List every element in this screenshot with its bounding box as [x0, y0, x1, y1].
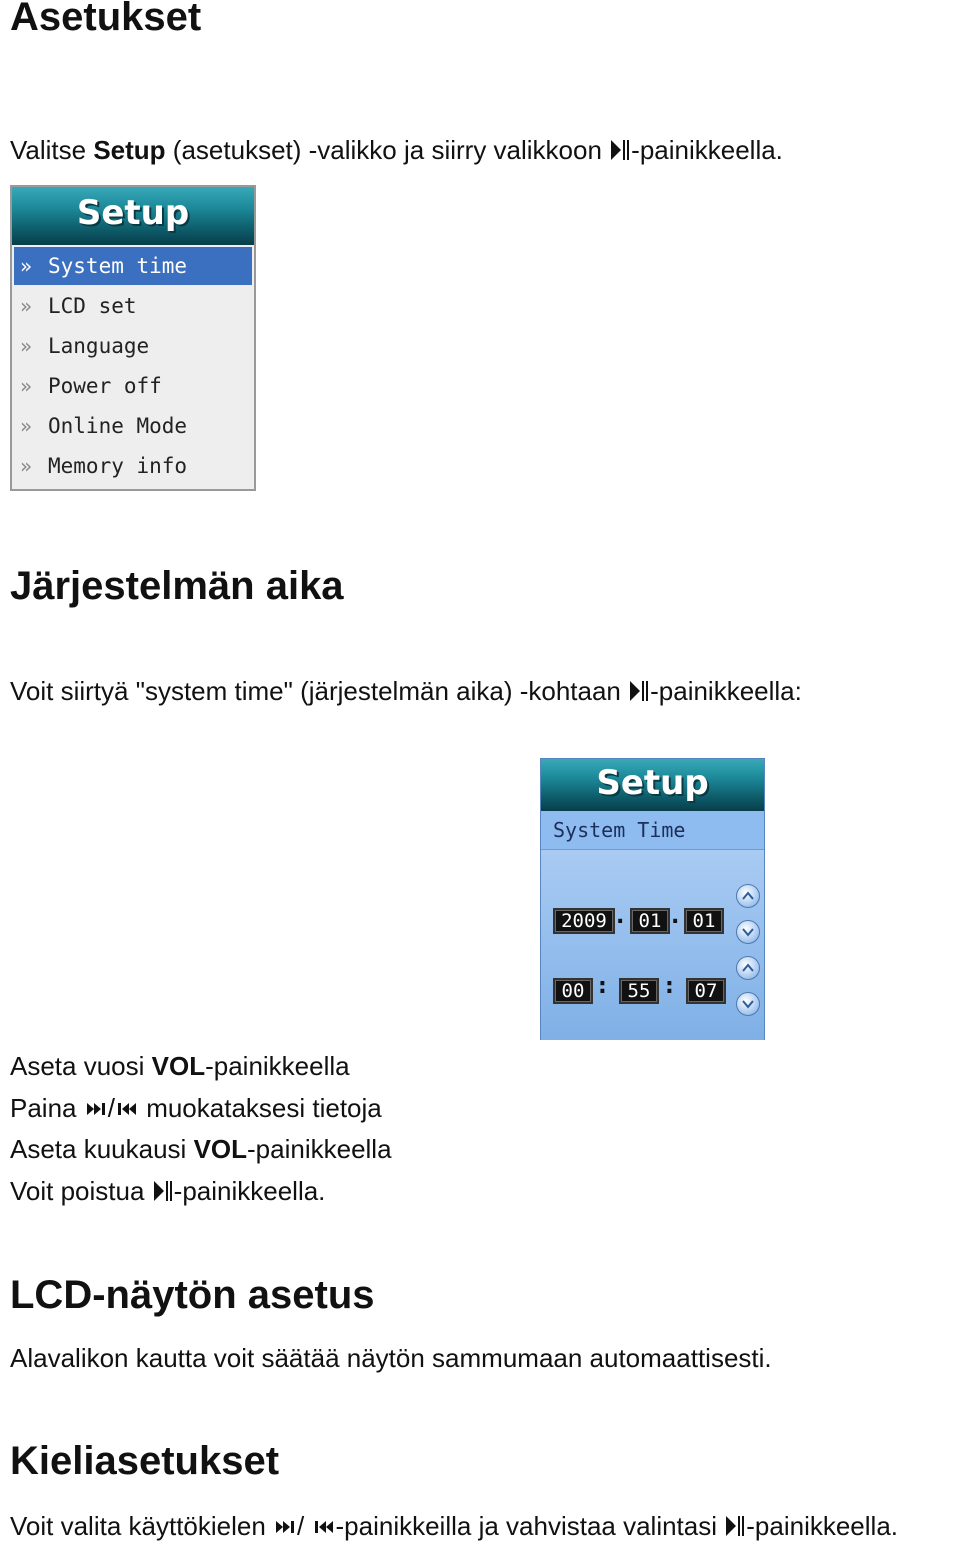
- setup-intro: Valitse Setup (asetukset) -valikko ja siirry valikkoon -painikkeella.: [10, 134, 783, 168]
- menu-item-online-mode[interactable]: » Online Mode: [20, 414, 188, 438]
- section-title-language: Kieliasetukset: [10, 1439, 280, 1483]
- chevron-icon: »: [20, 334, 33, 358]
- system-time-body: [541, 850, 764, 1040]
- date-separator: .: [616, 904, 625, 929]
- language-text: Voit valita käyttökielen / -painikkeilla ja vahvistaa valintasi -painikkeella.: [10, 1509, 898, 1544]
- time-separator: :: [665, 974, 674, 999]
- instruction-line-2: Paina / muokataksesi tietoja: [10, 1093, 382, 1123]
- play-pause-icon: [629, 677, 649, 709]
- next-track-icon: [86, 1091, 106, 1123]
- play-pause-icon: [153, 1177, 173, 1209]
- previous-track-icon: [314, 1509, 334, 1541]
- day-field[interactable]: 01: [684, 908, 724, 934]
- menu-item-language[interactable]: » Language: [20, 334, 150, 358]
- minute-field[interactable]: 55: [619, 978, 659, 1004]
- menu-item-lcd-set[interactable]: » LCD set: [20, 294, 137, 318]
- chevron-icon: »: [20, 374, 33, 398]
- system-time-header: [541, 759, 764, 811]
- second-field[interactable]: 07: [686, 978, 726, 1004]
- play-pause-icon: [610, 136, 630, 168]
- setup-menu-header: [12, 187, 254, 245]
- previous-track-icon: [117, 1091, 137, 1123]
- system-time-intro: Voit siirtyä "system time" (järjestelmän aika) -kohtaan -painikkeella:: [10, 675, 802, 709]
- play-pause-icon: [725, 1512, 745, 1544]
- instruction-line-4: Voit poistua -painikkeella.: [10, 1175, 325, 1209]
- system-time-subtitle: System Time: [541, 811, 764, 850]
- time-up-arrow-icon[interactable]: [736, 956, 760, 980]
- setup-menu-screenshot: [10, 185, 256, 491]
- menu-item-system-time[interactable]: » System time: [14, 247, 252, 285]
- page-title: Asetukset: [10, 0, 202, 39]
- hour-field[interactable]: 00: [553, 978, 593, 1004]
- system-time-screenshot: [540, 758, 765, 1040]
- section-title-lcd: LCD-näytön asetus: [10, 1273, 375, 1317]
- month-field[interactable]: 01: [630, 908, 670, 934]
- year-field[interactable]: 2009: [553, 908, 615, 934]
- date-up-arrow-icon[interactable]: [736, 884, 760, 908]
- time-down-arrow-icon[interactable]: [736, 992, 760, 1016]
- chevron-icon: »: [20, 454, 33, 478]
- system-time-header-title: Setup: [596, 763, 709, 803]
- section-title-system-time: Järjestelmän aika: [10, 564, 344, 608]
- chevron-icon: »: [20, 294, 33, 318]
- date-separator: .: [671, 904, 680, 929]
- date-down-arrow-icon[interactable]: [736, 920, 760, 944]
- time-separator: :: [598, 974, 607, 999]
- menu-item-memory-info[interactable]: » Memory info: [20, 454, 188, 478]
- chevron-icon: »: [20, 254, 33, 278]
- instruction-line-3: Aseta kuukausi VOL-painikkeella: [10, 1134, 392, 1164]
- instruction-line-1: Aseta vuosi VOL-painikkeella: [10, 1051, 350, 1081]
- menu-item-power-off[interactable]: » Power off: [20, 374, 162, 398]
- lcd-text: Alavalikon kautta voit säätää näytön sammumaan automaattisesti.: [10, 1343, 772, 1373]
- setup-menu-title: Setup: [76, 193, 190, 233]
- chevron-icon: »: [20, 414, 33, 438]
- next-track-icon: [275, 1509, 295, 1541]
